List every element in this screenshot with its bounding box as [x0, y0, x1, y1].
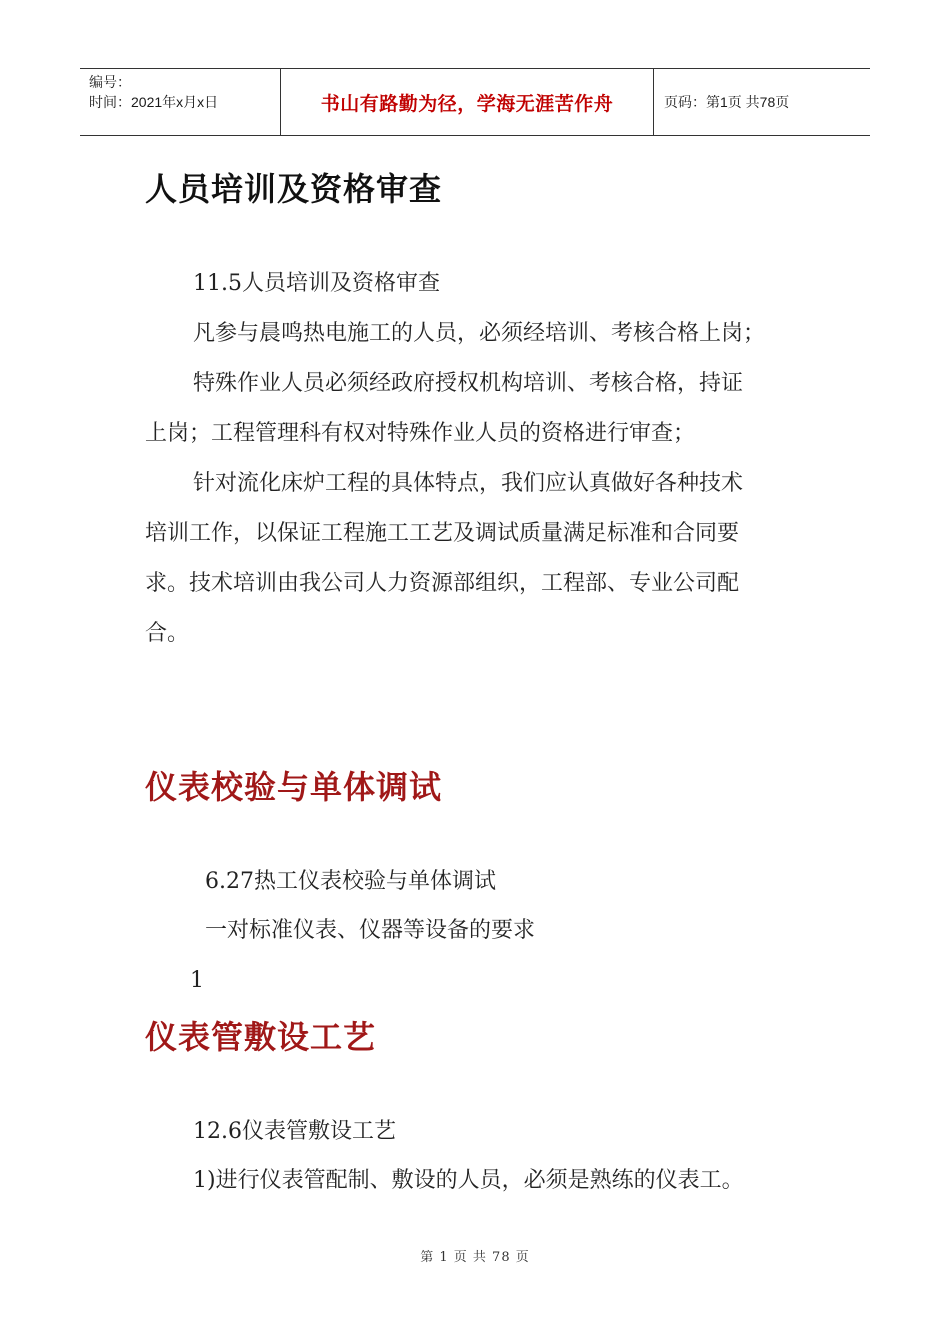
- document-header: [80, 68, 870, 136]
- section-subtitle-training: 11.5人员培训及资格审查: [193, 271, 440, 296]
- header-motto: 书山有路勤为径，学海无涯苦作舟: [320, 92, 614, 115]
- calibration-line: 一对标准仪表、仪器等设备的要求: [205, 918, 536, 943]
- header-meta-cell: [80, 69, 281, 135]
- document-number-label: 编号：: [89, 74, 131, 90]
- section-title-tubing: 仪表管敷设工艺: [145, 1018, 377, 1056]
- paragraph-line: 上岗；工程管理科有权对特殊作业人员的资格进行审查；: [145, 421, 696, 446]
- paragraph-line: 合。: [145, 621, 190, 646]
- paragraph-line: 特殊作业人员必须经政府授权机构培训、考核合格，持证: [193, 371, 744, 396]
- paragraph-line: 培训工作，以保证工程施工工艺及调试质量满足标准和合同要: [145, 521, 740, 546]
- section-body-training: [145, 309, 805, 659]
- header-page-cell: [654, 69, 870, 135]
- document-date-label: 时间：2021年x月x日: [89, 94, 219, 110]
- page-footer: 第 1 页 共 78 页: [420, 1250, 530, 1265]
- paragraph-line: 凡参与晨鸣热电施工的人员，必须经培训、考核合格上岗；: [193, 321, 766, 346]
- paragraph-line: 针对流化床炉工程的具体特点，我们应认真做好各种技术: [193, 471, 744, 496]
- section-subtitle-tubing: 12.6仪表管敷设工艺: [193, 1119, 396, 1144]
- section-title-calibration: 仪表校验与单体调试: [145, 768, 443, 806]
- header-motto-cell: [281, 69, 654, 135]
- calibration-line-number: 1: [190, 968, 204, 993]
- tubing-line: 1)进行仪表管配制、敷设的人员，必须是熟练的仪表工。: [193, 1168, 744, 1193]
- header-page-label: 页码：第1页 共78页: [664, 94, 790, 110]
- section-subtitle-calibration: 6.27热工仪表校验与单体调试: [205, 869, 496, 894]
- section-title-training: 人员培训及资格审查: [145, 170, 443, 208]
- paragraph-line: 求。技术培训由我公司人力资源部组织，工程部、专业公司配: [145, 571, 740, 596]
